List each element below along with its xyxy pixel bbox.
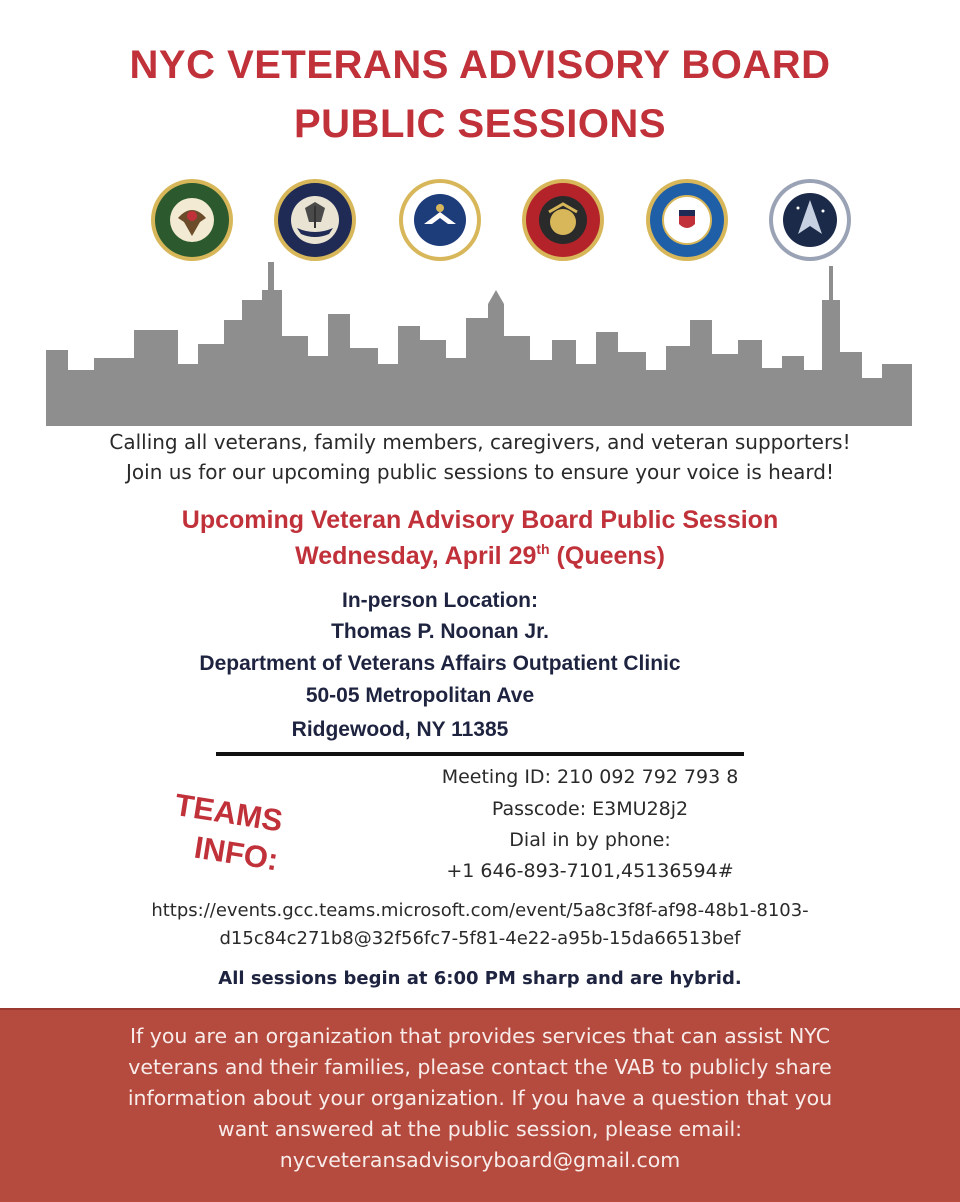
upcoming-session-heading: Upcoming Veteran Advisory Board Public Session xyxy=(181,506,779,534)
footer-line-4: want answered at the public session, please email: xyxy=(217,1117,743,1141)
footer-banner xyxy=(0,1008,960,1202)
session-day-suffix: th xyxy=(536,541,550,557)
session-borough: (Queens) xyxy=(549,542,665,570)
location-label: In-person Location: xyxy=(342,589,538,612)
title-line-2: PUBLIC SESSIONS xyxy=(293,102,666,146)
intro-line-2: Join us for our upcoming public sessions to ensure your voice is heard! xyxy=(126,460,834,484)
teams-label-line-2: INFO: xyxy=(191,829,281,878)
footer-line-3: information about your organization. If you have a question that you xyxy=(127,1086,833,1110)
dial-in-phone: +1 646-893-7101,45136594# xyxy=(446,860,734,882)
army-seal-icon xyxy=(150,178,234,262)
session-date xyxy=(0,541,960,570)
space-force-seal-icon xyxy=(768,178,852,262)
teams-label-line-1: TEAMS xyxy=(172,786,286,839)
footer-line-1: If you are an organization that provides services that can assist NYC xyxy=(129,1024,831,1048)
footer-line-2: veterans and their families, please contact the VAB to publicly share xyxy=(128,1055,832,1079)
title-line-1: NYC VETERANS ADVISORY BOARD xyxy=(129,43,831,87)
navy-seal-icon xyxy=(273,178,357,262)
teams-info-label xyxy=(166,786,287,880)
intro-line-1: Calling all veterans, family members, caregivers, and veteran supporters! xyxy=(109,430,851,454)
location-street: 50-05 Metropolitan Ave xyxy=(305,684,535,707)
location-facility: Department of Veterans Affairs Outpatient Clinic xyxy=(199,652,681,675)
air-force-seal-icon xyxy=(398,178,482,262)
sessions-note: All sessions begin at 6:00 PM sharp and are hybrid. xyxy=(218,968,742,989)
contact-email: nycveteransadvisoryboard@gmail.com xyxy=(279,1148,681,1172)
coast-guard-seal-icon xyxy=(645,178,729,262)
passcode: Passcode: E3MU28j2 xyxy=(491,798,689,820)
location-name: Thomas P. Noonan Jr. xyxy=(331,620,549,643)
marine-corps-seal-icon xyxy=(521,178,605,262)
teams-url-line-1: https://events.gcc.teams.microsoft.com/event/5a8c3f8f-af98-48b1-8103- xyxy=(151,900,809,921)
dial-in-label: Dial in by phone: xyxy=(509,829,671,851)
section-divider xyxy=(216,752,744,756)
teams-url-line-2: d15c84c271b8@32f56fc7-5f81-4e22-a95b-15da66513bef xyxy=(219,928,741,949)
location-city: Ridgewood, NY 11385 xyxy=(291,718,509,741)
city-skyline xyxy=(0,260,960,426)
meeting-id: Meeting ID: 210 092 792 793 8 xyxy=(441,766,739,788)
session-day: Wednesday, April 29 xyxy=(295,542,537,570)
